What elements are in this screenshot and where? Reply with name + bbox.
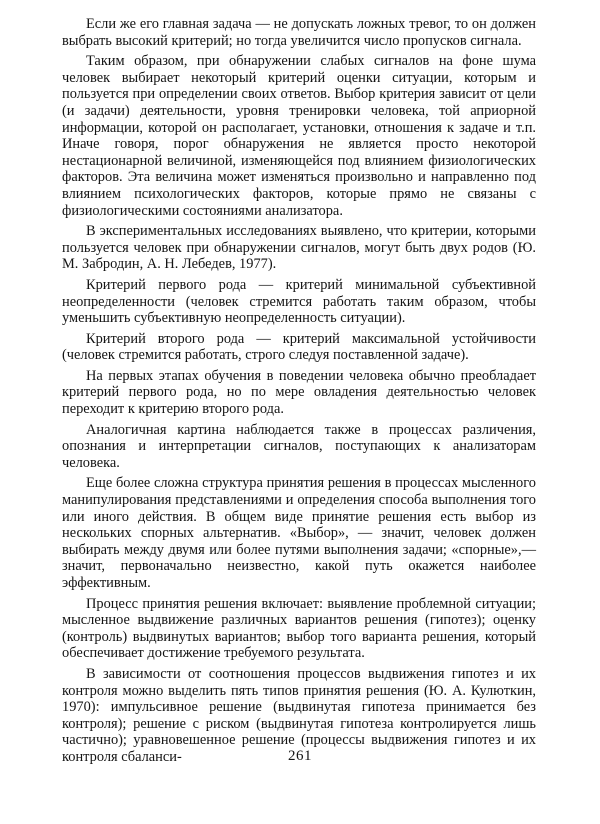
paragraph-4: Критерий первого рода — критерий минимальной субъективной неопределенности (человек стремится работать таким образом, чтобы уменьшить субъективную неопределенность ситуации). xyxy=(62,276,536,327)
paragraph-7: Аналогичная картина наблюдается также в процессах различения, опознания и интерпретации сигналов, поступающих к анализаторам человека. xyxy=(62,421,536,471)
paragraph-8: Еще более сложна структура принятия решения в процессах мысленного манипулирования представлениями и определения способа выполнения того или иного действия. В общем виде принятие решения есть выбор из нескольких спорных альтернатив. «Выбор», — значит, человек должен выбирать между двумя или более путями выполнения задачи; «спорные»,— значит, первоначально неизвестно, какой путь окажется наиболее эффективным. xyxy=(62,475,536,591)
paragraph-9: Процесс принятия решения включает: выявление проблемной ситуации; мысленное выдвижение различных вариантов решения (гипотез); оценку (контроль) выдвинутых вариантов; выбор того варианта решения, который обеспечивает достижение требуемого результата. xyxy=(62,595,536,662)
paragraph-2: Таким образом, при обнаружении слабых сигналов на фоне шума человек выбирает некоторый критерий оценки ситуации, которым и пользуется при определении своих ответов. Выбор критерия зависит от цели (и задачи) деятельности, уровня тренировки человека, той априорной информации, которой он располагает, установки, отношения к задаче и т.п. Иначе говоря, порог обнаружения не является просто некоторой нестационарной величиной, изменяющейся под влиянием физиологических факторов. Эта величина может изменяться произвольно и направленно под влиянием психологических факторов, которые прямо не связаны с физиологическими состояниями анализатора. xyxy=(62,53,536,219)
paragraph-10: В зависимости от соотношения процессов выдвижения гипотез и их контроля можно выделить пять типов принятия решения (Ю. А. Кулюткин, 1970): импульсивное решение (выдвинутая гипотеза принимается без контроля); решение с риском (выдвинутая гипотеза контролируется лишь частично); уравновешенное решение (процессы выдвижения гипотез и их контроля сбаланси- xyxy=(62,665,536,765)
body-text xyxy=(62,16,536,770)
paragraph-5: Критерий второго рода — критерий максимальной устойчивости (человек стремится работать, строго следуя поставленной задаче). xyxy=(62,330,536,364)
paragraph-3: В экспериментальных исследованиях выявлено, что критерии, которыми пользуется человек при обнаружении сигналов, могут быть двух родов (Ю. М. Забродин, А. Н. Лебедев, 1977). xyxy=(62,223,536,273)
page-number: 261 xyxy=(288,748,312,764)
paragraph-1: Если же его главная задача — не допускать ложных тревог, то он должен выбрать высокий критерий; но тогда увеличится число пропусков сигнала. xyxy=(62,16,536,49)
paragraph-6: На первых этапах обучения в поведении человека обычно преобладает критерий первого рода, но по мере овладения деятельностью человек переходит к критерию второго рода. xyxy=(62,367,536,418)
